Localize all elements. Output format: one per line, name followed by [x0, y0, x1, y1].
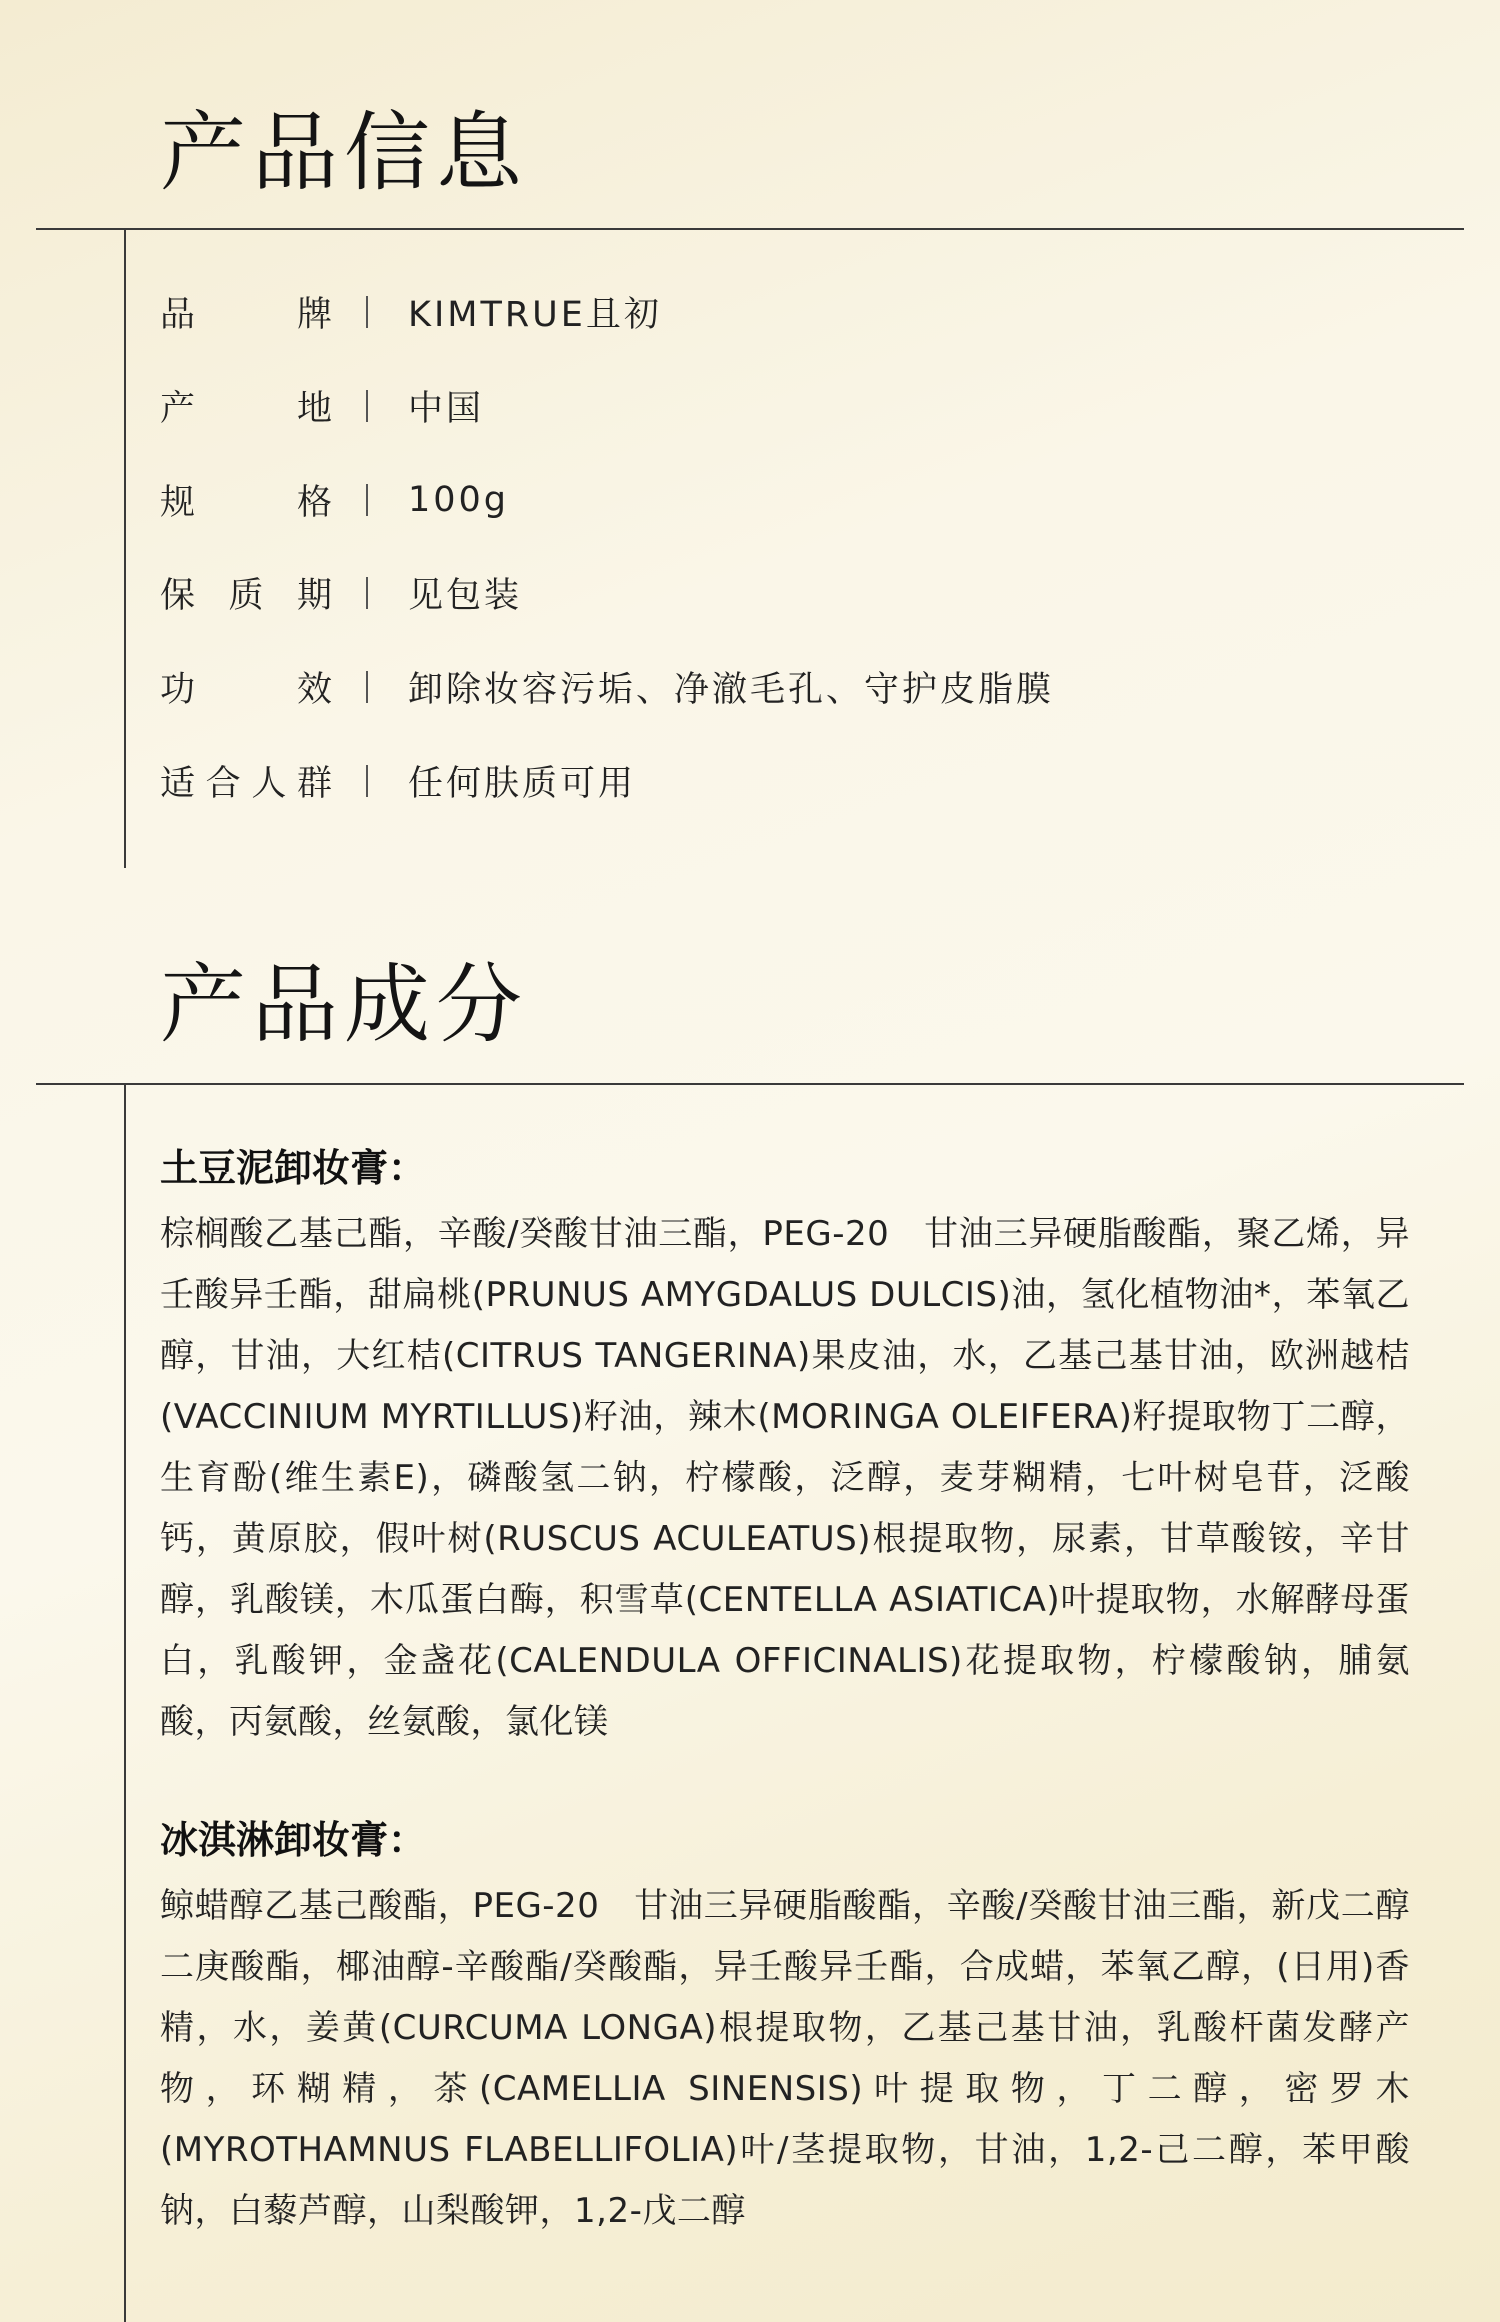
info-value: 100g [408, 480, 510, 520]
info-label-char: 期 [296, 576, 332, 616]
info-value: 中国 [408, 389, 485, 429]
info-row [160, 282, 662, 342]
info-row [160, 657, 1054, 717]
info-value: 见包装 [408, 576, 523, 616]
info-label-char: 产 [160, 389, 196, 429]
info-section-title: 产品信息 [160, 103, 528, 203]
ingredients-block-icecream [160, 1810, 1410, 2242]
ingredients-section-title: 产品成分 [160, 955, 528, 1055]
info-value: KIMTRUE且初 [408, 295, 662, 335]
ingredients-block-potato [160, 1138, 1410, 1753]
ingredients-section-divider [36, 1083, 1464, 1085]
info-label-char: 群 [296, 764, 332, 804]
info-label-char: 保 [160, 576, 196, 616]
info-label-char: 质 [228, 576, 264, 616]
info-section-divider [36, 228, 1464, 230]
info-section-vertical-rule [124, 228, 126, 868]
info-label [160, 381, 332, 431]
info-label-char: 规 [160, 483, 196, 523]
ingredients-list: 鲸蜡醇乙基己酸酯，PEG-20 甘油三异硬脂酸酯，辛酸/癸酸甘油三酯，新戊二醇二庚酸酯，椰油醇-辛酸酯/癸酸酯，异壬酸异壬酯，合成蜡，苯氧乙醇，(日用)香精，水，姜黄(CURCUMA LONGA)根提取物，乙基己基甘油，乳酸杆菌发酵产物，环糊精，茶(CAMELLIA SINENSIS)叶提取物，丁二醇，密罗木(MYROTHAMNUS FLABELLIFOLIA)叶/茎提取物，甘油，1,2-己二醇，苯甲酸钠，白藜芦醇，山梨酸钾，1,2-戊二醇 [160, 1886, 1410, 2231]
info-label-char: 功 [160, 670, 196, 710]
info-separator [366, 296, 368, 328]
info-row [160, 376, 484, 436]
info-separator [366, 390, 368, 422]
info-label [160, 662, 332, 712]
info-value: 任何肤质可用 [408, 764, 637, 804]
product-name: 土豆泥卸妆膏： [160, 1146, 427, 1190]
info-label-char: 品 [160, 295, 196, 335]
info-separator [366, 577, 368, 609]
ingredients-list: 棕榈酸乙基己酯，辛酸/癸酸甘油三酯，PEG-20 甘油三异硬脂酸酯，聚乙烯，异壬酸异壬酯，甜扁桃(PRUNUS AMYGDALUS DULCIS)油，氢化植物油*，苯氧乙醇，甘油，大红桔(CITRUS TANGERINA)果皮油，水，乙基己基甘油，欧洲越桔(VACCINIUM MYRTILLUS)籽油，辣木(MORINGA OLEIFERA)籽提取物丁二醇，生育酚(维生素E)，磷酸氢二钠，柠檬酸，泛醇，麦芽糊精，七叶树皂苷，泛酸钙，黄原胶，假叶树(RUSCUS ACULEATUS)根提取物，尿素，甘草酸铵，辛甘醇，乳酸镁，木瓜蛋白酶，积雪草(CENTELLA ASIATICA)叶提取物，水解酵母蛋白，乳酸钾，金盏花(CALENDULA OFFICINALIS)花提取物，柠檬酸钠，脯氨酸，丙氨酸，丝氨酸，氯化镁 [160, 1214, 1410, 1742]
ingredients-section-vertical-rule [124, 1083, 126, 2322]
info-label [160, 756, 332, 806]
info-separator [366, 484, 368, 516]
info-label-char: 牌 [296, 295, 332, 335]
info-label [160, 287, 332, 337]
info-row [160, 751, 636, 811]
info-label-char: 效 [296, 670, 332, 710]
info-row [160, 470, 509, 530]
info-label-char: 地 [296, 389, 332, 429]
info-label-char: 格 [296, 483, 332, 523]
info-label-char: 人 [251, 764, 287, 804]
info-row [160, 563, 522, 623]
info-label [160, 568, 332, 618]
info-label [160, 475, 332, 525]
info-label-char: 合 [205, 764, 241, 804]
product-name: 冰淇淋卸妆膏： [160, 1818, 427, 1862]
info-value: 卸除妆容污垢、净澈毛孔、守护皮脂膜 [408, 670, 1055, 710]
info-separator [366, 671, 368, 703]
info-label-char: 适 [160, 764, 196, 804]
info-separator [366, 765, 368, 797]
